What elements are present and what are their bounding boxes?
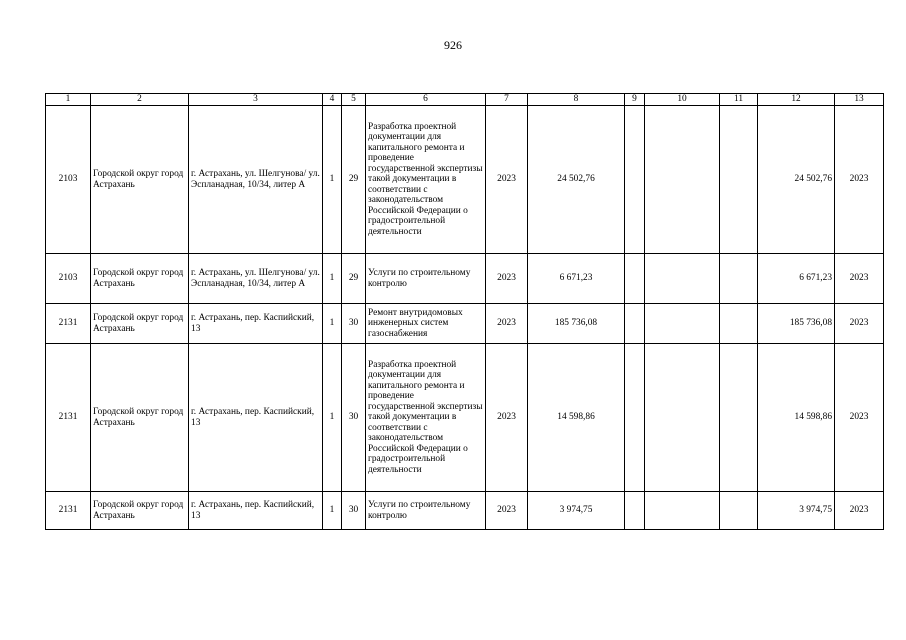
total-cell: 14 598,86	[758, 344, 835, 492]
total-cell: 3 974,75	[758, 492, 835, 530]
total-cell: 24 502,76	[758, 106, 835, 254]
header-cell: 3	[189, 94, 323, 106]
year-cell: 2023	[486, 106, 528, 254]
work-type-cell: Ремонт внутридомовых инженерных систем газоснабжения	[366, 304, 486, 344]
year-cell: 2023	[486, 344, 528, 492]
col9-cell	[625, 106, 645, 254]
table-row	[46, 106, 884, 254]
col4-cell: 1	[323, 492, 342, 530]
municipality-cell: Городской округ город Астрахань	[91, 344, 189, 492]
year-end-cell: 2023	[835, 344, 884, 492]
year-end-cell: 2023	[835, 304, 884, 344]
house-id-cell: 2103	[46, 106, 91, 254]
col9-cell	[625, 254, 645, 304]
col10-cell	[645, 492, 720, 530]
year-end-cell: 2023	[835, 106, 884, 254]
total-cell: 6 671,23	[758, 254, 835, 304]
house-id-cell: 2103	[46, 254, 91, 304]
col11-cell	[720, 304, 758, 344]
work-type-cell: Разработка проектной документации для капитального ремонта и проведение государственной экспертизы такой документации в соответствии с законодательством Российской Федерации о градостроительной деятельности	[366, 106, 486, 254]
cost-cell: 24 502,76	[528, 106, 625, 254]
address-cell: г. Астрахань, пер. Каспийский, 13	[189, 344, 323, 492]
header-cell: 5	[342, 94, 366, 106]
col9-cell	[625, 344, 645, 492]
work-type-cell: Услуги по строительному контролю	[366, 492, 486, 530]
work-type-cell: Разработка проектной документации для капитального ремонта и проведение государственной экспертизы такой документации в соответствии с законодательством Российской Федерации о градостроительной деятельности	[366, 344, 486, 492]
registry-table	[45, 93, 884, 530]
table-row	[46, 304, 884, 344]
col5-cell: 29	[342, 254, 366, 304]
total-cell: 185 736,08	[758, 304, 835, 344]
header-cell: 2	[91, 94, 189, 106]
cost-cell: 6 671,23	[528, 254, 625, 304]
year-end-cell: 2023	[835, 254, 884, 304]
address-cell: г. Астрахань, пер. Каспийский, 13	[189, 304, 323, 344]
year-cell: 2023	[486, 254, 528, 304]
col5-cell: 30	[342, 304, 366, 344]
col5-cell: 30	[342, 344, 366, 492]
page-number: 926	[444, 38, 462, 52]
table-row	[46, 492, 884, 530]
municipality-cell: Городской округ город Астрахань	[91, 106, 189, 254]
col11-cell	[720, 492, 758, 530]
address-cell: г. Астрахань, ул. Шелгунова/ ул. Эспланадная, 10/34, литер А	[189, 106, 323, 254]
header-cell: 1	[46, 94, 91, 106]
col4-cell: 1	[323, 106, 342, 254]
year-cell: 2023	[486, 492, 528, 530]
header-cell: 7	[486, 94, 528, 106]
address-cell: г. Астрахань, ул. Шелгунова/ ул. Эспланадная, 10/34, литер А	[189, 254, 323, 304]
work-type-cell: Услуги по строительному контролю	[366, 254, 486, 304]
header-cell: 8	[528, 94, 625, 106]
cost-cell: 3 974,75	[528, 492, 625, 530]
table-row	[46, 344, 884, 492]
col11-cell	[720, 254, 758, 304]
address-cell: г. Астрахань, пер. Каспийский, 13	[189, 492, 323, 530]
col4-cell: 1	[323, 304, 342, 344]
house-id-cell: 2131	[46, 304, 91, 344]
header-cell: 9	[625, 94, 645, 106]
header-cell: 6	[366, 94, 486, 106]
header-cell: 12	[758, 94, 835, 106]
header-row	[46, 94, 884, 106]
house-id-cell: 2131	[46, 344, 91, 492]
header-cell: 13	[835, 94, 884, 106]
cost-cell: 185 736,08	[528, 304, 625, 344]
col4-cell: 1	[323, 344, 342, 492]
house-id-cell: 2131	[46, 492, 91, 530]
table-row	[46, 254, 884, 304]
municipality-cell: Городской округ город Астрахань	[91, 304, 189, 344]
col11-cell	[720, 106, 758, 254]
municipality-cell: Городской округ город Астрахань	[91, 254, 189, 304]
col10-cell	[645, 106, 720, 254]
header-cell: 10	[645, 94, 720, 106]
col11-cell	[720, 344, 758, 492]
year-end-cell: 2023	[835, 492, 884, 530]
col10-cell	[645, 304, 720, 344]
header-cell: 11	[720, 94, 758, 106]
col9-cell	[625, 304, 645, 344]
col9-cell	[625, 492, 645, 530]
header-cell: 4	[323, 94, 342, 106]
col5-cell: 30	[342, 492, 366, 530]
col10-cell	[645, 344, 720, 492]
col10-cell	[645, 254, 720, 304]
cost-cell: 14 598,86	[528, 344, 625, 492]
municipality-cell: Городской округ город Астрахань	[91, 492, 189, 530]
col5-cell: 29	[342, 106, 366, 254]
year-cell: 2023	[486, 304, 528, 344]
col4-cell: 1	[323, 254, 342, 304]
